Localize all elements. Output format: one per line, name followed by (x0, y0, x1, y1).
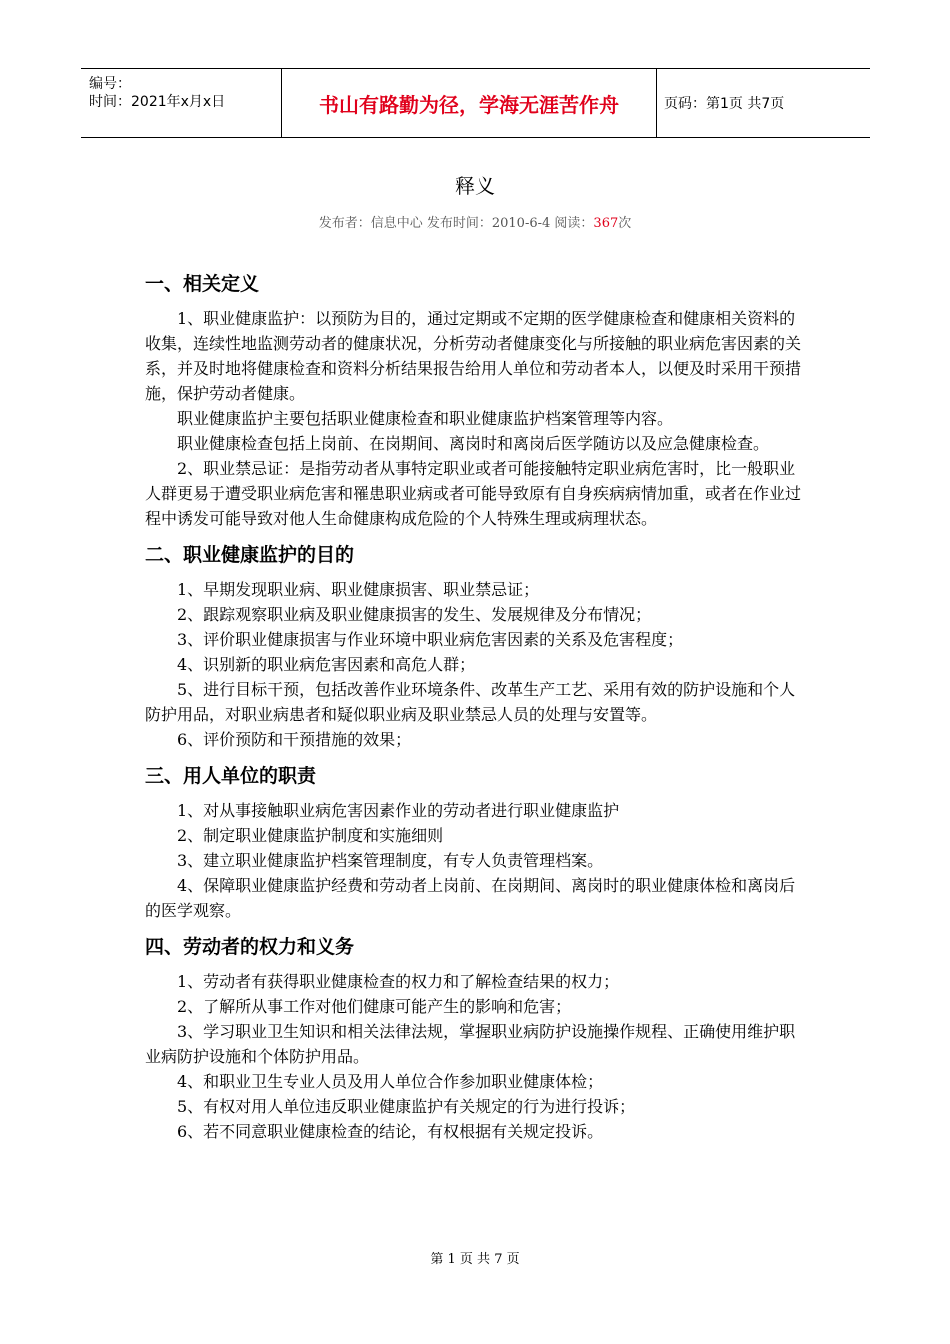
number-label: 编号： (89, 76, 131, 92)
section-heading: 二、职业健康监护的目的 (145, 544, 355, 566)
meta-prefix: 发布者：信息中心 发布时间：2010-6-4 阅读： (318, 216, 594, 231)
paragraph: 2、制定职业健康监护制度和实施细则 (177, 826, 444, 845)
document-body (145, 270, 810, 1154)
page-header (81, 68, 870, 138)
header-page-label: 页码：第1页 共7页 (664, 96, 785, 112)
section (145, 270, 810, 531)
document-meta (0, 212, 950, 231)
paragraph: 2、职业禁忌证：是指劳动者从事特定职业或者可能接触特定职业病危害时，比一般职业人群更易于遭受职业病危害和罹患职业病或者可能导致原有自身疾病病情加重，或者在作业过程中诱发可能导致对他人生命健康构成危险的个人特殊生理或病理状态。 (145, 459, 802, 528)
paragraph: 6、评价预防和干预措施的效果； (177, 730, 412, 749)
paragraph: 1、早期发现职业病、职业健康损害、职业禁忌证； (177, 580, 540, 599)
paragraph: 4、识别新的职业病危害因素和高危人群； (177, 655, 476, 674)
paragraph: 1、职业健康监护：以预防为目的，通过定期或不定期的医学健康检查和健康相关资料的收集，连续性地监测劳动者的健康状况，分析劳动者健康变化与所接触的职业病危害因素的关系，并及时地将健康检查和资料分析结果报告给用人单位和劳动者本人，以便及时采用干预措施，保护劳动者健康。 (145, 309, 802, 403)
header-motto: 书山有路勤为径，学海无涯苦作舟 (281, 69, 657, 137)
section (145, 933, 810, 1144)
section-heading: 一、相关定义 (145, 273, 260, 295)
paragraph: 3、建立职业健康监护档案管理制度，有专人负责管理档案。 (177, 851, 604, 870)
paragraph: 2、跟踪观察职业病及职业健康损害的发生、发展规律及分布情况； (177, 605, 652, 624)
document-title: 释义 (455, 174, 495, 198)
section (145, 541, 810, 752)
paragraph: 2、了解所从事工作对他们健康可能产生的影响和危害； (177, 997, 572, 1016)
section-heading: 四、劳动者的权力和义务 (145, 936, 355, 958)
paragraph: 3、评价职业健康损害与作业环境中职业病危害因素的关系及危害程度； (177, 630, 684, 649)
header-info-cell (81, 69, 281, 137)
date-label: 时间：2021年x月x日 (89, 94, 226, 110)
section (145, 762, 810, 923)
paragraph: 职业健康检查包括上岗前、在岗期间、离岗时和离岗后医学随访以及应急健康检查。 (177, 434, 770, 453)
read-count: 367 (593, 216, 619, 231)
paragraph: 6、若不同意职业健康检查的结论，有权根据有关规定投诉。 (177, 1122, 604, 1141)
paragraph: 4、和职业卫生专业人员及用人单位合作参加职业健康体检； (177, 1072, 604, 1091)
paragraph: 3、学习职业卫生知识和相关法律法规，掌握职业病防护设施操作规程、正确使用维护职业病防护设施和个体防护用品。 (145, 1022, 796, 1066)
section-heading: 三、用人单位的职责 (145, 765, 317, 787)
paragraph: 5、进行目标干预，包括改善作业环境条件、改革生产工艺、采用有效的防护设施和个人防护用品，对职业病患者和疑似职业病及职业禁忌人员的处理与安置等。 (145, 680, 796, 724)
paragraph: 5、有权对用人单位违反职业健康监护有关规定的行为进行投诉； (177, 1097, 636, 1116)
paragraph: 1、对从事接触职业病危害因素作业的劳动者进行职业健康监护 (177, 801, 620, 820)
paragraph: 1、劳动者有获得职业健康检查的权力和了解检查结果的权力； (177, 972, 620, 991)
paragraph: 4、保障职业健康监护经费和劳动者上岗前、在岗期间、离岗时的职业健康体检和离岗后的医学观察。 (145, 876, 796, 920)
page-footer: 第 1 页 共 7 页 (430, 1252, 520, 1267)
meta-suffix: 次 (618, 216, 632, 231)
paragraph: 职业健康监护主要包括职业健康检查和职业健康监护档案管理等内容。 (177, 409, 674, 428)
